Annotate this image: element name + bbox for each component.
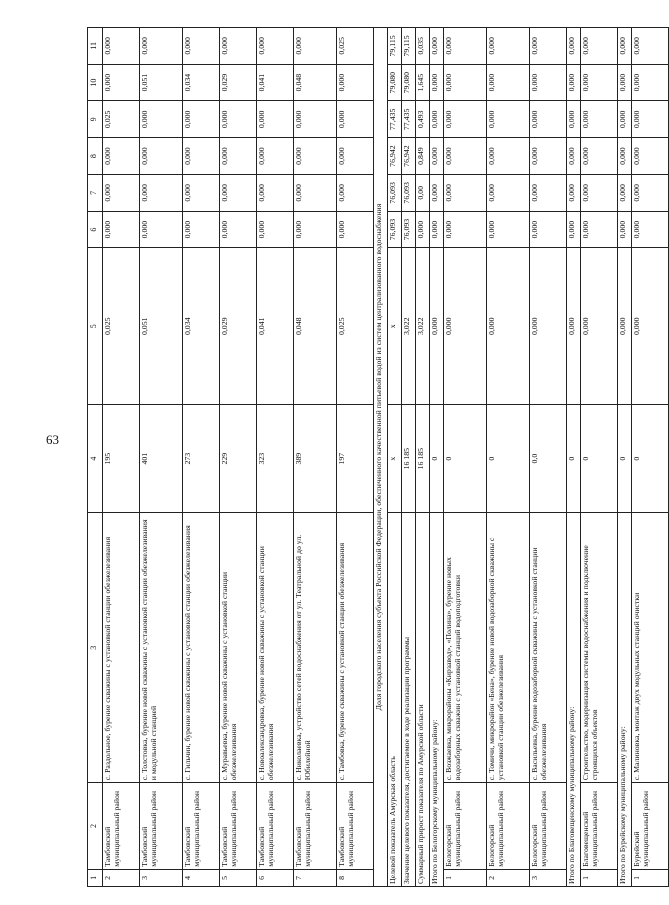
description-cell: с. Тамбовка, бурение скважины с установкой станции обезжелезивания <box>337 513 374 783</box>
district-cell: Белогорский муниципальный район <box>530 783 567 869</box>
value-cell: 0 <box>430 405 444 513</box>
description-cell: с. Муравьевка, бурение новой скважины с установкой станции обезжелезивания <box>220 513 257 783</box>
description-cell: с. Томичи, микрорайон «Бена», бурение новой водозаборной скважины с установкой станции обезжелезивания <box>487 513 530 783</box>
value-cell: 0,000 <box>581 64 618 101</box>
description-cell: с. Васильевка, бурение водозаборной скважины с установкой станции обезжелезивания <box>530 513 567 783</box>
value-cell: 0,000 <box>220 138 257 175</box>
value-cell: 0,000 <box>632 174 669 211</box>
description-cell: с. Малиновка, монтаж двух модульных станций очистки <box>632 513 669 783</box>
value-cell: 76,093 <box>388 174 402 211</box>
value-cell: 229 <box>220 405 257 513</box>
value-cell: 0,000 <box>581 101 618 138</box>
value-cell: 0,000 <box>444 174 487 211</box>
value-cell: 0,000 <box>632 138 669 175</box>
value-cell: 79,080 <box>388 64 402 101</box>
value-cell: 323 <box>257 405 294 513</box>
total-growth-row <box>416 28 430 887</box>
table-row <box>140 28 183 887</box>
table-row <box>530 28 567 887</box>
value-cell: 0,000 <box>220 174 257 211</box>
district-cell: Тамбовский муниципальный район <box>294 783 337 869</box>
table-row <box>294 28 337 887</box>
summary-label: Значение целевого показателя, достигаемое в ходе реализации программы <box>402 513 416 887</box>
value-cell: 0 <box>632 405 669 513</box>
value-cell: 0,000 <box>140 101 183 138</box>
row-number: 8 <box>337 869 374 886</box>
value-cell: 0,025 <box>103 101 140 138</box>
value-cell: 76,942 <box>402 138 416 175</box>
value-cell: 0 <box>487 405 530 513</box>
value-cell: 0,051 <box>140 248 183 405</box>
value-cell: 0,000 <box>567 248 581 405</box>
district-cell: Белогорский муниципальный район <box>487 783 530 869</box>
row-number: 6 <box>257 869 294 886</box>
value-cell: 0,000 <box>294 211 337 248</box>
value-cell: 0,000 <box>430 138 444 175</box>
table-row <box>103 28 140 887</box>
header-cell: 8 <box>88 138 103 175</box>
value-cell: 195 <box>103 405 140 513</box>
value-cell: 0,000 <box>257 138 294 175</box>
value-cell: 77,435 <box>402 101 416 138</box>
target-row <box>388 28 402 887</box>
district-total-row <box>618 28 632 887</box>
value-cell: 0,000 <box>487 28 530 65</box>
district-cell: Тамбовский муниципальный район <box>140 783 183 869</box>
value-cell: 0 <box>444 405 487 513</box>
value-cell: 0,000 <box>632 64 669 101</box>
value-cell: x <box>388 405 402 513</box>
value-cell: 0,029 <box>220 248 257 405</box>
value-cell: 3,022 <box>402 248 416 405</box>
table-row <box>220 28 257 887</box>
header-cell: 3 <box>88 513 103 783</box>
rotated-table-wrapper <box>87 27 650 887</box>
value-cell: 0,000 <box>632 101 669 138</box>
district-cell: Благовещенский муниципальный район <box>581 783 618 869</box>
district-cell: Бурейский муниципальный район <box>632 783 669 869</box>
value-cell: 0,000 <box>294 28 337 65</box>
table-row <box>444 28 487 887</box>
value-cell: 0,041 <box>257 248 294 405</box>
district-cell: Тамбовский муниципальный район <box>103 783 140 869</box>
value-cell: 273 <box>183 405 220 513</box>
value-cell: 0,000 <box>567 138 581 175</box>
value-cell: 16 185 <box>416 405 430 513</box>
value-cell: 0,000 <box>103 174 140 211</box>
row-number: 3 <box>140 869 183 886</box>
value-cell: 0,041 <box>257 64 294 101</box>
value-cell: 0,000 <box>618 64 632 101</box>
section-title: Доля городского населения субъекта Российской Федерации, обеспеченного качественной питьевой водой из систем централизованного водоснабжения <box>374 28 388 887</box>
value-cell: 76,093 <box>402 174 416 211</box>
value-cell: 76,093 <box>402 211 416 248</box>
value-cell: 0,000 <box>103 28 140 65</box>
value-cell: 0,000 <box>430 174 444 211</box>
value-cell: 0,000 <box>487 101 530 138</box>
value-cell: 0,000 <box>257 174 294 211</box>
table-row <box>337 28 374 887</box>
value-cell: 0,000 <box>183 211 220 248</box>
value-cell: 76,942 <box>388 138 402 175</box>
row-number: 1 <box>581 869 618 886</box>
value-cell: 389 <box>294 405 337 513</box>
header-cell: 6 <box>88 211 103 248</box>
row-number: 3 <box>530 869 567 886</box>
value-cell: 0,000 <box>487 138 530 175</box>
value-cell: 0,000 <box>487 64 530 101</box>
value-cell: 0,000 <box>530 211 567 248</box>
table-row <box>487 28 530 887</box>
value-cell: 0,000 <box>618 101 632 138</box>
value-cell: 0,000 <box>444 64 487 101</box>
value-cell: 0,000 <box>444 248 487 405</box>
header-cell: 2 <box>88 783 103 869</box>
value-cell: 0,000 <box>220 28 257 65</box>
value-cell: 1,645 <box>416 64 430 101</box>
value-cell: 0 <box>567 405 581 513</box>
district-cell: Тамбовский муниципальный район <box>183 783 220 869</box>
summary-label: Итого по Бурейскому муниципальному району: <box>618 513 632 887</box>
value-cell: 0,000 <box>140 138 183 175</box>
value-cell: 0,0 <box>530 405 567 513</box>
value-cell: x <box>388 248 402 405</box>
table-row <box>257 28 294 887</box>
value-cell: 0 <box>618 405 632 513</box>
row-number: 2 <box>103 869 140 886</box>
value-cell: 0,000 <box>444 101 487 138</box>
description-cell: с. Новоалександровка, бурение новой скважины с установкой станции обезжелезивания <box>257 513 294 783</box>
value-cell: 0,000 <box>530 101 567 138</box>
header-cell: 7 <box>88 174 103 211</box>
value-cell: 0,000 <box>430 248 444 405</box>
description-cell: Строительство, модернизация системы водоснабжения и подключение строящихся объектов <box>581 513 618 783</box>
district-total-row <box>430 28 444 887</box>
value-cell: 0,000 <box>581 138 618 175</box>
section-title-row <box>374 28 388 887</box>
value-cell: 0,000 <box>337 211 374 248</box>
value-cell: 0,000 <box>183 28 220 65</box>
value-cell: 0,000 <box>140 28 183 65</box>
description-cell: с. Раздольное, бурение скважины с установкой станции обезжелезивания <box>103 513 140 783</box>
value-cell: 0,000 <box>294 138 337 175</box>
value-cell: 0,000 <box>444 138 487 175</box>
value-cell: 0,000 <box>567 101 581 138</box>
value-cell: 0,000 <box>220 211 257 248</box>
value-cell: 0,000 <box>430 211 444 248</box>
data-table <box>87 27 669 887</box>
value-cell: 0,000 <box>632 28 669 65</box>
value-cell: 0,000 <box>567 211 581 248</box>
value-cell: 0,000 <box>487 174 530 211</box>
value-cell: 0,000 <box>430 101 444 138</box>
row-number: 1 <box>632 869 669 886</box>
summary-label: Целевой показатель Амурская область <box>388 513 402 887</box>
value-cell: 0,000 <box>618 174 632 211</box>
header-cell: 1 <box>88 869 103 886</box>
value-cell: 0,000 <box>530 28 567 65</box>
value-cell: 0,000 <box>567 28 581 65</box>
value-cell: 0 <box>581 405 618 513</box>
value-cell: 0,493 <box>416 101 430 138</box>
page-number: 63 <box>46 432 59 447</box>
description-cell: с. Возжаевка, микрорайоны «Кирзавод», «Полина», бурение новых водозаборных скважин с установкой станций водоподготовки <box>444 513 487 783</box>
row-number: 1 <box>444 869 487 886</box>
value-cell: 0,025 <box>337 248 374 405</box>
district-cell: Тамбовский муниципальный район <box>337 783 374 869</box>
value-cell: 0,000 <box>140 211 183 248</box>
value-cell: 197 <box>337 405 374 513</box>
value-cell: 0,000 <box>430 64 444 101</box>
value-cell: 16 185 <box>402 405 416 513</box>
value-cell: 77,435 <box>388 101 402 138</box>
value-cell: 0,849 <box>416 138 430 175</box>
value-cell: 0,025 <box>103 248 140 405</box>
value-cell: 76,093 <box>388 211 402 248</box>
value-cell: 0,000 <box>632 211 669 248</box>
target-value-row <box>402 28 416 887</box>
value-cell: 79,115 <box>388 28 402 65</box>
value-cell: 0,000 <box>183 174 220 211</box>
value-cell: 79,115 <box>402 28 416 65</box>
value-cell: 0,000 <box>416 211 430 248</box>
header-row <box>88 28 103 887</box>
value-cell: 0,000 <box>567 64 581 101</box>
value-cell: 0,000 <box>618 248 632 405</box>
value-cell: 0,000 <box>581 28 618 65</box>
description-cell: с. Николаевка, устройство сетей водоснабжения от ул. Театральной до ул. Юбилейной <box>294 513 337 783</box>
table-row <box>183 28 220 887</box>
value-cell: 0,025 <box>337 28 374 65</box>
value-cell: 0,035 <box>416 28 430 65</box>
row-number: 4 <box>183 869 220 886</box>
value-cell: 0,000 <box>220 101 257 138</box>
value-cell: 0,000 <box>337 174 374 211</box>
value-cell: 0,000 <box>183 101 220 138</box>
value-cell: 0,000 <box>632 248 669 405</box>
value-cell: 0,000 <box>444 211 487 248</box>
value-cell: 0,000 <box>257 28 294 65</box>
description-cell: с. Толстовка, бурение новой скважины с установкой станции обезжелезивания и модульной станцией <box>140 513 183 783</box>
value-cell: 0,000 <box>530 138 567 175</box>
value-cell: 0,00 <box>416 174 430 211</box>
summary-label: Суммарный прирост показателя по Амурской области <box>416 513 430 887</box>
district-total-row <box>567 28 581 887</box>
value-cell: 0,000 <box>257 101 294 138</box>
value-cell: 0,000 <box>294 101 337 138</box>
value-cell: 0,000 <box>337 64 374 101</box>
value-cell: 0,000 <box>103 64 140 101</box>
value-cell: 0,000 <box>487 248 530 405</box>
value-cell: 0,051 <box>140 64 183 101</box>
table-row <box>581 28 618 887</box>
value-cell: 0,048 <box>294 248 337 405</box>
row-number: 7 <box>294 869 337 886</box>
header-cell: 9 <box>88 101 103 138</box>
value-cell: 3,022 <box>416 248 430 405</box>
header-cell: 4 <box>88 405 103 513</box>
value-cell: 0,034 <box>183 64 220 101</box>
value-cell: 0,000 <box>581 211 618 248</box>
value-cell: 0,029 <box>220 64 257 101</box>
summary-label: Итого по Благовещенскому муниципальному району: <box>567 513 581 887</box>
value-cell: 0,000 <box>430 28 444 65</box>
summary-label: Итого по Белогорскому муниципальному району: <box>430 513 444 887</box>
header-cell: 10 <box>88 64 103 101</box>
value-cell: 0,000 <box>103 138 140 175</box>
value-cell: 0,000 <box>337 101 374 138</box>
value-cell: 0,000 <box>183 138 220 175</box>
district-cell: Тамбовский муниципальный район <box>257 783 294 869</box>
row-number: 5 <box>220 869 257 886</box>
value-cell: 0,000 <box>567 174 581 211</box>
value-cell: 0,000 <box>257 211 294 248</box>
value-cell: 0,000 <box>140 174 183 211</box>
district-cell: Тамбовский муниципальный район <box>220 783 257 869</box>
value-cell: 0,000 <box>530 248 567 405</box>
value-cell: 0,034 <box>183 248 220 405</box>
row-number: 2 <box>487 869 530 886</box>
value-cell: 0,000 <box>530 64 567 101</box>
value-cell: 0,000 <box>530 174 567 211</box>
value-cell: 0,000 <box>618 138 632 175</box>
value-cell: 0,048 <box>294 64 337 101</box>
value-cell: 0,000 <box>487 211 530 248</box>
value-cell: 0,000 <box>618 28 632 65</box>
value-cell: 0,000 <box>618 211 632 248</box>
header-cell: 5 <box>88 248 103 405</box>
value-cell: 0,000 <box>444 28 487 65</box>
value-cell: 0,000 <box>294 174 337 211</box>
table-row <box>632 28 669 887</box>
value-cell: 401 <box>140 405 183 513</box>
value-cell: 0,000 <box>581 174 618 211</box>
value-cell: 0,000 <box>103 211 140 248</box>
description-cell: с. Гильчин, бурение новой скважины с установкой станции обезжелезивания <box>183 513 220 783</box>
value-cell: 79,080 <box>402 64 416 101</box>
value-cell: 0,000 <box>337 138 374 175</box>
header-cell: 11 <box>88 28 103 65</box>
district-cell: Белогорский муниципальный район <box>444 783 487 869</box>
value-cell: 0,000 <box>581 248 618 405</box>
